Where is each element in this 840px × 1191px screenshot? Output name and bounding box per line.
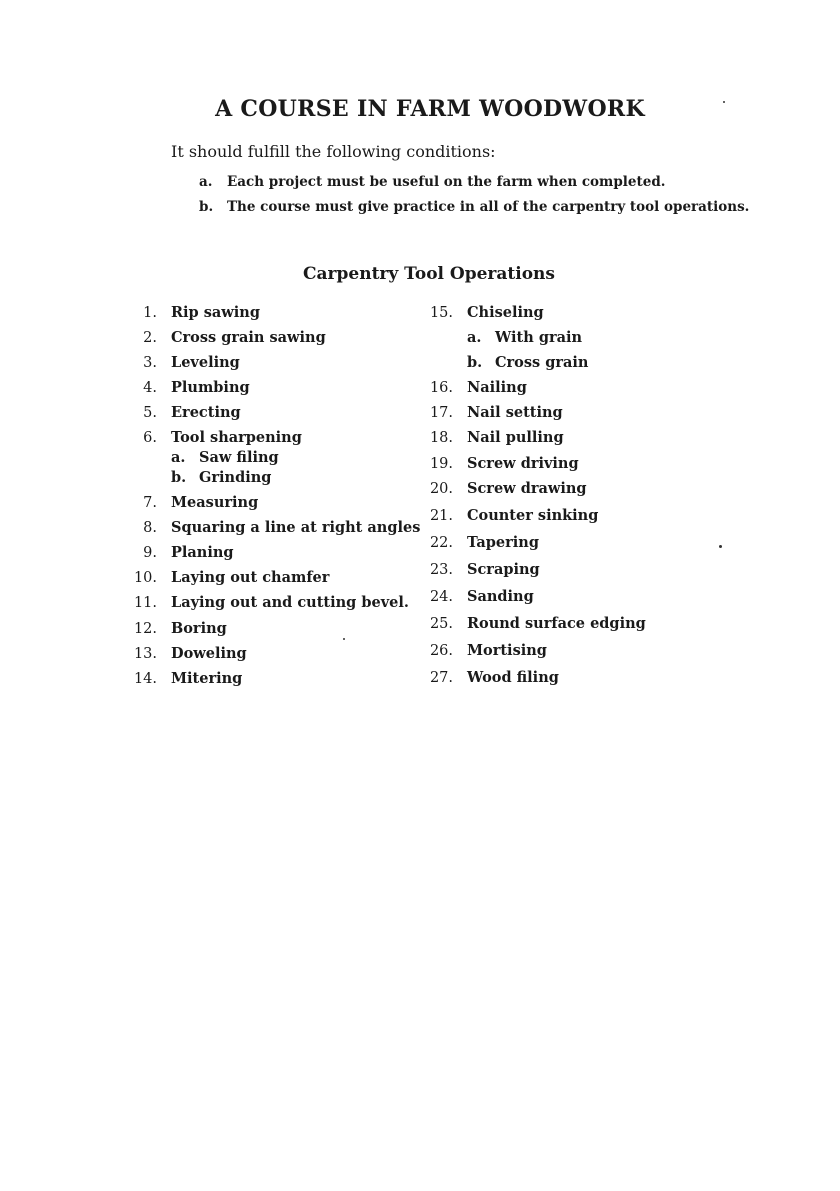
operation-number: 23. bbox=[429, 562, 453, 578]
operation-label: Rip sawing bbox=[171, 304, 260, 321]
operation-label: Erecting bbox=[171, 404, 241, 421]
operation-item bbox=[143, 329, 326, 347]
operation-number: 14. bbox=[133, 671, 157, 687]
operation-label: Nail setting bbox=[467, 404, 563, 421]
scan-speck bbox=[723, 101, 725, 103]
operation-number: 13. bbox=[133, 646, 157, 662]
operation-item bbox=[143, 404, 241, 422]
section-title: Carpentry Tool Operations bbox=[303, 264, 555, 284]
operation-item bbox=[143, 354, 240, 372]
condition-item bbox=[199, 172, 749, 197]
operation-number: 6. bbox=[143, 430, 157, 446]
condition-text: Each project must be useful on the farm when completed. bbox=[227, 174, 666, 190]
operation-label: Saw filing bbox=[199, 449, 279, 466]
operation-item bbox=[429, 429, 564, 447]
operation-label: Tool sharpening bbox=[171, 429, 302, 446]
operation-label: Laying out and cutting bevel. bbox=[171, 594, 409, 611]
operation-label: Scraping bbox=[467, 561, 540, 578]
operation-item bbox=[429, 455, 579, 473]
operation-item bbox=[429, 404, 563, 422]
operation-label: Planing bbox=[171, 544, 234, 561]
operation-number: 17. bbox=[429, 405, 453, 421]
condition-letter: b. bbox=[199, 199, 214, 215]
operation-number: 3. bbox=[143, 355, 157, 371]
operation-label: Screw driving bbox=[467, 455, 579, 472]
operation-item bbox=[429, 669, 559, 687]
operation-number: 11. bbox=[133, 595, 157, 611]
operation-label: Laying out chamfer bbox=[171, 569, 330, 586]
operation-number: 5. bbox=[143, 405, 157, 421]
operation-item bbox=[143, 544, 234, 562]
operation-label: Mitering bbox=[171, 670, 243, 687]
operation-item bbox=[429, 379, 527, 397]
operation-label: Counter sinking bbox=[467, 507, 599, 524]
conditions-list bbox=[199, 172, 749, 222]
operation-item bbox=[133, 569, 330, 587]
operation-subitem-letter: b. bbox=[467, 354, 483, 371]
condition-item bbox=[199, 197, 749, 222]
scan-speck bbox=[719, 545, 722, 548]
operation-label: Tapering bbox=[467, 534, 539, 551]
operation-label: Cross grain bbox=[495, 354, 589, 371]
operation-number: 10. bbox=[133, 570, 157, 586]
operation-label: Screw drawing bbox=[467, 480, 587, 497]
operation-item bbox=[429, 304, 544, 322]
operation-item bbox=[143, 494, 259, 512]
operation-label: Boring bbox=[171, 620, 227, 637]
operation-subitem-letter: a. bbox=[467, 329, 482, 346]
operation-number: 16. bbox=[429, 380, 453, 396]
operation-subitem-letter: b. bbox=[171, 469, 187, 486]
condition-text: The course must give practice in all of the carpentry tool operations. bbox=[227, 199, 750, 215]
operation-item bbox=[429, 561, 540, 579]
operation-number: 20. bbox=[429, 481, 453, 497]
operation-number: 9. bbox=[143, 545, 157, 561]
page-title: A COURSE IN FARM WOODWORK bbox=[215, 96, 645, 122]
operation-item bbox=[133, 620, 227, 638]
operation-label: Cross grain sawing bbox=[171, 329, 326, 346]
operation-number: 25. bbox=[429, 616, 453, 632]
operation-item bbox=[143, 304, 260, 322]
operation-label: Squaring a line at right angles bbox=[171, 519, 421, 536]
operation-number: 22. bbox=[429, 535, 453, 551]
operation-number: 24. bbox=[429, 589, 453, 605]
operation-subitem bbox=[467, 329, 582, 347]
operation-label: Leveling bbox=[171, 354, 240, 371]
operation-item bbox=[429, 615, 646, 633]
operation-number: 7. bbox=[143, 495, 157, 511]
operation-number: 21. bbox=[429, 508, 453, 524]
operation-subitem bbox=[171, 449, 279, 467]
operation-number: 27. bbox=[429, 670, 453, 686]
operation-label: Wood filing bbox=[467, 669, 559, 686]
operation-label: Mortising bbox=[467, 642, 547, 659]
operation-subitem bbox=[467, 354, 588, 372]
operation-item bbox=[143, 519, 421, 537]
operation-label: Plumbing bbox=[171, 379, 250, 396]
operation-number: 4. bbox=[143, 380, 157, 396]
operation-subitem-letter: a. bbox=[171, 449, 186, 466]
operation-number: 19. bbox=[429, 456, 453, 472]
operation-number: 12. bbox=[133, 621, 157, 637]
operation-label: Chiseling bbox=[467, 304, 544, 321]
operation-item bbox=[429, 534, 539, 552]
operation-item bbox=[429, 588, 534, 606]
operation-item bbox=[143, 379, 250, 397]
operation-number: 8. bbox=[143, 520, 157, 536]
operation-label: Round surface edging bbox=[467, 615, 646, 632]
operation-label: With grain bbox=[495, 329, 583, 346]
operation-label: Sanding bbox=[467, 588, 534, 605]
operation-number: 26. bbox=[429, 643, 453, 659]
scan-speck bbox=[343, 638, 345, 640]
operation-number: 15. bbox=[429, 305, 453, 321]
operation-number: 2. bbox=[143, 330, 157, 346]
operation-item bbox=[133, 594, 409, 612]
operation-label: Nail pulling bbox=[467, 429, 564, 446]
operation-item bbox=[429, 642, 547, 660]
operation-number: 1. bbox=[143, 305, 157, 321]
operation-number: 18. bbox=[429, 430, 453, 446]
operation-item bbox=[133, 645, 247, 663]
operation-item bbox=[429, 507, 599, 525]
operation-label: Measuring bbox=[171, 494, 259, 511]
operation-item bbox=[133, 670, 243, 688]
condition-letter: a. bbox=[199, 174, 213, 190]
operation-label: Grinding bbox=[199, 469, 272, 486]
operation-item bbox=[143, 429, 302, 447]
intro-text: It should fulfill the following conditions: bbox=[171, 142, 496, 161]
operation-subitem bbox=[171, 469, 271, 487]
operation-label: Doweling bbox=[171, 645, 247, 662]
operation-label: Nailing bbox=[467, 379, 527, 396]
operation-item bbox=[429, 480, 587, 498]
